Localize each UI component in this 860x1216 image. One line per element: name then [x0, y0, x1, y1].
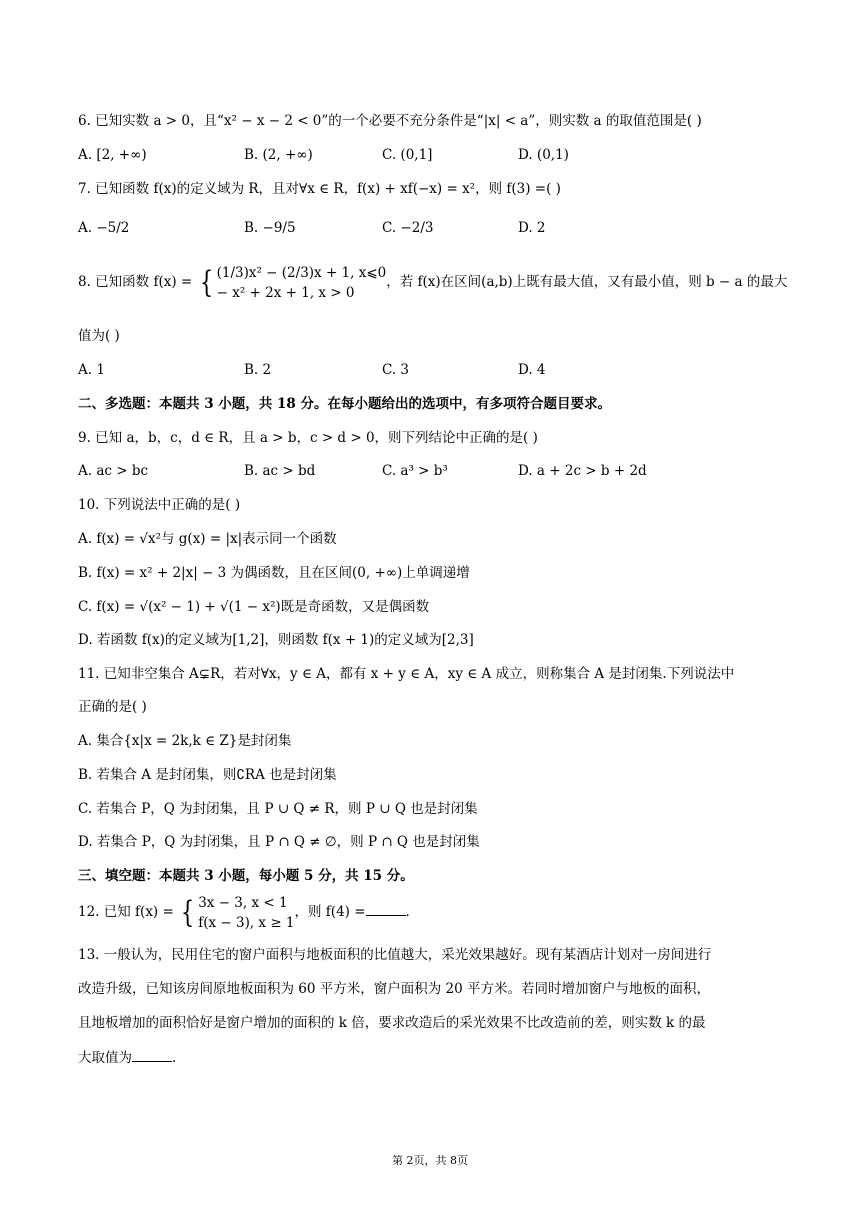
q13-answer-blank[interactable] [132, 1047, 172, 1062]
q8-option-c: C. 3 [382, 362, 410, 378]
q10-option-a: A. f(x) = √x²与 g(x) = |x|表示同一个函数 [78, 531, 337, 547]
q8-stem-prefix: 8. 已知函数 f(x) = [78, 274, 193, 290]
q9-option-c: C. a³ > b³ [382, 463, 448, 479]
q10-stem: 10. 下列说法中正确的是( ) [78, 497, 241, 513]
q6-stem: 6. 已知实数 a > 0，且“x² − x − 2 < 0”的一个必要不充分条件是“|x| < a”，则实数 a 的取值范围是( ) [78, 113, 702, 129]
q13-line4-text: 大取值为 [78, 1050, 132, 1066]
left-brace-symbol: { [199, 264, 213, 300]
page-footer: 第 2页，共 8页 [392, 1154, 468, 1167]
q12-stem-end: . [405, 904, 410, 920]
q9-option-d: D. a + 2c > b + 2d [518, 463, 647, 479]
q8-stem-suffix: ，若 f(x)在区间(a,b)上既有最大值，又有最小值，则 b − a 的最大 [386, 274, 788, 290]
q13-line3: 且地板增加的面积恰好是窗户增加的面积的 k 倍，要求改造后的采光效果不比改造前的差，则实数 k 的最 [78, 1015, 706, 1031]
section-2-heading: 二、多选题：本题共 3 小题，共 18 分。在每小题给出的选项中，有多项符合题目要求。 [78, 396, 611, 412]
q8-option-a: A. 1 [78, 362, 105, 378]
q11-stem-line1: 11. 已知非空集合 A⊊R，若对∀x，y ∈ A，都有 x + y ∈ A，xy ∈ A 成立，则称集合 A 是封闭集.下列说法中 [78, 666, 735, 682]
q7-stem: 7. 已知函数 f(x)的定义域为 R，且对∀x ∈ R，f(x) + xf(−x) = x²，则 f(3) =( ) [78, 181, 561, 197]
q12-case-1: 3x − 3, x < 1 [198, 894, 288, 911]
q9-option-a: A. ac > bc [78, 463, 149, 479]
q8-stem [78, 262, 787, 303]
q10-option-d: D. 若函数 f(x)的定义域为[1,2]，则函数 f(x + 1)的定义域为[2,3] [78, 632, 474, 648]
q8-option-b: B. 2 [244, 362, 272, 378]
q9-stem: 9. 已知 a，b，c，d ∈ R，且 a > b，c > d > 0，则下列结论中正确的是( ) [78, 430, 538, 446]
q12-case-2: f(x − 3), x ≥ 1 [198, 914, 295, 931]
left-brace-symbol: { [180, 894, 195, 930]
q8-option-d: D. 4 [518, 362, 546, 378]
q13-line2: 改造升级，已知该房间原地板面积为 60 平方米，窗户面积为 20 平方米。若同时增加窗户与地板的面积， [78, 981, 711, 997]
q6-option-a: A. [2, +∞) [78, 147, 147, 163]
q11-option-c: C. 若集合 P，Q 为封闭集，且 P ∪ Q ≠ R，则 P ∪ Q 也是封闭集 [78, 801, 478, 817]
q7-option-d: D. 2 [518, 220, 546, 236]
q12-stem-prefix: 12. 已知 f(x) = [78, 904, 174, 920]
q11-option-a: A. 集合{x|x = 2k,k ∈ Z}是封闭集 [78, 733, 292, 749]
q11-option-b: B. 若集合 A 是封闭集，则∁RA 也是封闭集 [78, 767, 337, 783]
q13-line4-end: . [172, 1050, 177, 1066]
q9-option-b: B. ac > bd [244, 463, 316, 479]
q6-option-c: C. (0,1] [382, 147, 433, 163]
q8-case-2: − x² + 2x + 1, x > 0 [216, 284, 355, 301]
q11-stem-line2: 正确的是( ) [78, 699, 147, 715]
q7-option-a: A. −5/2 [78, 220, 130, 236]
section-3-heading: 三、填空题：本题共 3 小题，每小题 5 分，共 15 分。 [78, 868, 414, 884]
q6-option-d: D. (0,1) [518, 147, 569, 163]
q12-stem-suffix: ，则 f(4) = [294, 904, 366, 920]
q10-option-b: B. f(x) = x² + 2|x| − 3 为偶函数，且在区间(0, +∞)上单调递增 [78, 565, 470, 581]
q7-option-c: C. −2/3 [382, 220, 434, 236]
q12-answer-blank[interactable] [366, 901, 406, 916]
q12-stem [78, 892, 410, 933]
q8-stem-line2: 值为( ) [78, 328, 120, 344]
q11-option-d: D. 若集合 P，Q 为封闭集，且 P ∩ Q ≠ ∅，则 P ∩ Q 也是封闭集 [78, 834, 480, 850]
q8-piecewise-cases [217, 263, 387, 303]
q10-option-c: C. f(x) = √(x² − 1) + √(1 − x²)既是奇函数，又是偶函数 [78, 599, 430, 615]
q13-line4 [78, 1047, 176, 1068]
q8-case-1: (1/3)x² − (2/3)x + 1, x⩽0 [216, 264, 387, 281]
q7-option-b: B. −9/5 [244, 220, 296, 236]
q6-option-b: B. (2, +∞) [244, 147, 313, 163]
q12-piecewise-cases [198, 893, 294, 933]
q13-line1: 13. 一般认为，民用住宅的窗户面积与地板面积的比值越大，采光效果越好。现有某酒店计划对一房间进行 [78, 947, 712, 963]
